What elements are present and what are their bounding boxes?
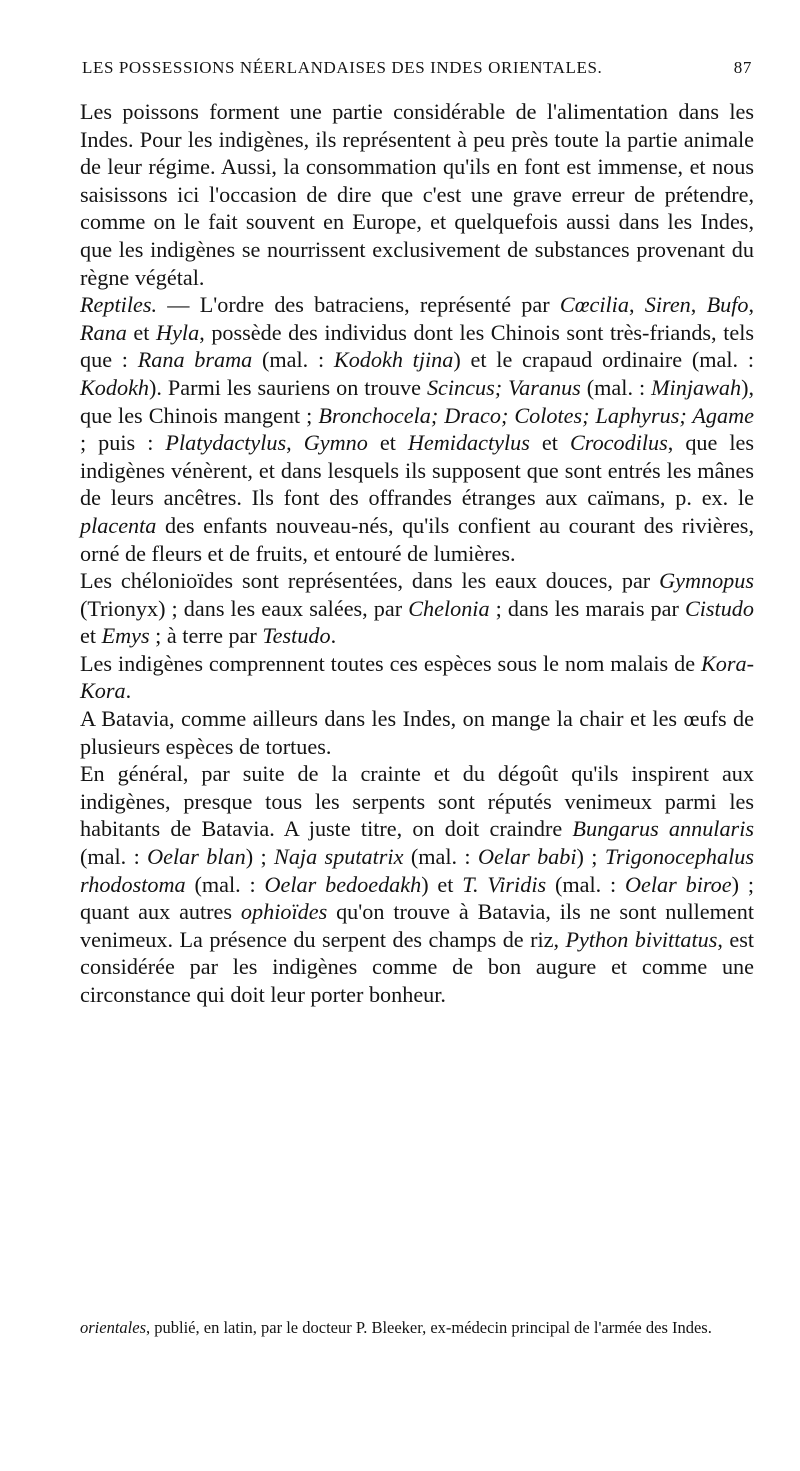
italic-term: Gymno	[303, 430, 368, 456]
text-run: .	[125, 678, 132, 704]
italic-term: Minjawah	[651, 374, 742, 400]
text-run: , possède des individus dont les Chinois sont très-friands, tels que :	[80, 319, 754, 373]
italic-term: Bungarus annularis	[572, 816, 754, 842]
text-run: ; puis :	[80, 430, 166, 456]
italic-term: Bronchocela; Draco; Colotes; Laphyrus; Agame	[318, 402, 754, 428]
text-run: ). Parmi les sauriens on trouve	[149, 374, 427, 400]
text-run: ; dans les marais par	[489, 595, 685, 621]
text-run: ) ; quant aux autres	[80, 871, 754, 925]
italic-term: Trigonocephalus rhodostoma	[80, 844, 755, 897]
italic-term: orientales	[80, 1318, 146, 1337]
text-run: Les chélonioïdes sont représentées, dans les eaux douces, par	[80, 568, 660, 594]
paragraph	[80, 650, 754, 705]
italic-term: Bufo	[706, 292, 749, 318]
running-title: LES POSSESSIONS NÉERLANDAISES DES INDES ORIENTALES.	[82, 58, 603, 77]
text-run: A Batavia, comme ailleurs dans les Indes, on mange la chair et les œufs de plusieurs espèces de tortues.	[80, 706, 754, 759]
text-run: ), que les Chinois mangent ;	[80, 374, 755, 428]
text-run: (mal. :	[252, 347, 334, 373]
text-run: et	[367, 430, 408, 456]
paragraph	[80, 98, 754, 291]
text-run: ,	[286, 430, 304, 456]
paragraph	[80, 291, 754, 567]
running-header	[82, 58, 752, 78]
italic-term: Kodokh	[80, 374, 150, 400]
text-run: Les indigènes comprennent toutes ces espèces sous le nom malais de	[80, 650, 701, 676]
text-run: ; à terre par	[149, 623, 263, 649]
text-run: .	[330, 623, 337, 649]
italic-term: Crocodilus	[569, 430, 668, 456]
body-text	[80, 98, 754, 1009]
italic-term: Platydactylus	[165, 430, 287, 456]
italic-term: Oelar blan	[147, 844, 246, 870]
italic-term: Rana	[80, 319, 127, 345]
italic-term: Rana brama	[137, 347, 253, 373]
italic-term: Chelonia	[408, 595, 490, 621]
text-run: ,	[690, 292, 707, 318]
text-run: ) et	[421, 871, 463, 897]
italic-term: Hyla	[156, 319, 200, 345]
italic-term: Siren	[644, 292, 691, 318]
text-run: (mal. :	[185, 871, 265, 897]
text-run: (mal. :	[80, 844, 148, 870]
italic-term: Naja sputatrix	[274, 844, 404, 870]
text-run: (mal. :	[580, 374, 652, 400]
text-run: ) et le crapaud ordinaire (mal. :	[453, 347, 754, 373]
page-number: 87	[733, 58, 752, 77]
text-run: , que les indigènes vénèrent, et dans lesquels ils supposent que sont entrés les mânes de leurs ancêtres. Ils font des offrandes étranges aux caïmans, p. ex. le	[80, 430, 755, 511]
text-run: , publié, en latin, par le docteur P. Bleeker, ex-médecin principal de l'armée des Indes.	[146, 1318, 712, 1337]
italic-term: Reptiles.	[80, 292, 158, 318]
text-run: ,	[748, 292, 755, 318]
text-run: — L'ordre des batraciens, représenté par	[157, 292, 560, 318]
italic-term: Kodokh tjina	[333, 347, 454, 373]
text-run: ,	[628, 292, 645, 318]
text-run: En général, par suite de la crainte et du dégoût qu'ils inspirent aux indigènes, presque tous les serpents sont réputés venimeux parmi les habitants de Batavia. A juste titre, on doit craindre	[80, 761, 754, 842]
paragraph	[80, 705, 754, 760]
text-run: et	[126, 319, 157, 345]
text-run: , est considérée par les indigènes comme de bon augure et comme une circonstance qui doit leur porter bonheur.	[80, 926, 754, 1007]
text-run: ) ;	[245, 844, 275, 870]
text-run: qu'on trouve à Batavia, ils ne sont nullement venimeux. La présence du serpent des champs de riz,	[80, 899, 754, 952]
italic-term: Python bivittatus	[565, 926, 718, 952]
text-run: et	[80, 623, 102, 649]
italic-term: Gymnopus	[659, 568, 754, 594]
italic-term: Testudo	[262, 623, 331, 649]
italic-term: ophioïdes	[240, 899, 328, 925]
italic-term: Oelar bedoedakh	[264, 871, 422, 897]
italic-term: Oelar biroe	[625, 871, 732, 897]
text-run: des enfants nouveau-nés, qu'ils confient au courant des rivières, orné de fleurs et de fruits, et entouré de lumières.	[80, 512, 754, 566]
text-run: (Trionyx) ; dans les eaux salées, par	[80, 595, 409, 621]
italic-term: Emys	[101, 623, 150, 649]
italic-term: Kora-Kora	[80, 650, 754, 704]
italic-term: T. Viridis	[462, 871, 547, 897]
text-run: ) ;	[576, 844, 605, 870]
footnote	[80, 1318, 754, 1338]
italic-term: Cistudo	[684, 595, 754, 621]
text-run: (mal. :	[403, 844, 478, 870]
italic-term: Hemidactylus	[407, 430, 530, 456]
italic-term: Oelar babi	[477, 844, 577, 870]
paragraph	[80, 567, 754, 650]
italic-term: placenta	[80, 512, 157, 538]
italic-term: Scincus; Varanus	[426, 374, 581, 400]
text-run: et	[529, 430, 570, 456]
text-run: (mal. :	[546, 871, 625, 897]
italic-term: Cœcilia	[559, 292, 629, 318]
paragraph	[80, 760, 754, 1008]
text-run: Les poissons forment une partie considérable de l'alimentation dans les Indes. Pour les indigènes, ils représentent à peu près toute la partie animale de leur régime. Aussi, la consommation qu'ils en font est immense, et nous saisissons ici l'occasion de dire que c'est une grave erreur de prétendre, comme on le fait souvent en Europe, et quelquefois aussi dans les Indes, que les indigènes se nourrissent exclusivement de substances provenant du règne végétal.	[80, 99, 754, 290]
